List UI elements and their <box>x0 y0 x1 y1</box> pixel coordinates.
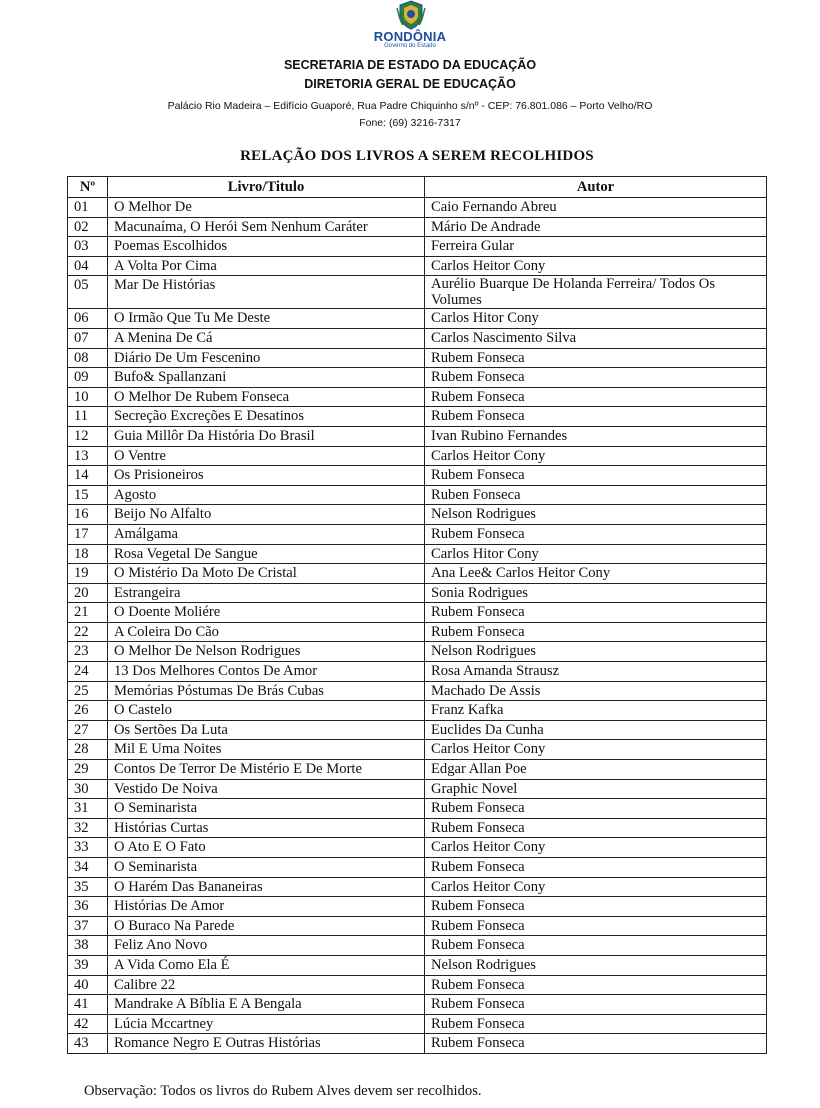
cell-number: 27 <box>68 720 108 740</box>
cell-number: 33 <box>68 838 108 858</box>
cell-title: Lúcia Mccartney <box>108 1014 425 1034</box>
table-row <box>68 877 767 897</box>
table-row <box>68 544 767 564</box>
cell-author: Carlos Heitor Cony <box>425 838 767 858</box>
cell-number: 37 <box>68 916 108 936</box>
cell-number: 34 <box>68 858 108 878</box>
cell-title: Mil E Uma Noites <box>108 740 425 760</box>
cell-title: O Melhor De Rubem Fonseca <box>108 387 425 407</box>
cell-title: Beijo No Alfalto <box>108 505 425 525</box>
cell-title: Memórias Póstumas De Brás Cubas <box>108 681 425 701</box>
cell-title: 13 Dos Melhores Contos De Amor <box>108 662 425 682</box>
cell-title: Vestido De Noiva <box>108 779 425 799</box>
cell-author: Rubem Fonseca <box>425 622 767 642</box>
cell-title: Contos De Terror De Mistério E De Morte <box>108 760 425 780</box>
cell-number: 31 <box>68 799 108 819</box>
cell-author: Mário De Andrade <box>425 217 767 237</box>
cell-title: O Seminarista <box>108 799 425 819</box>
state-coat-of-arms-icon <box>395 0 427 30</box>
cell-author: Rubem Fonseca <box>425 524 767 544</box>
cell-number: 07 <box>68 328 108 348</box>
cell-author: Rubem Fonseca <box>425 916 767 936</box>
cell-number: 24 <box>68 662 108 682</box>
table-row <box>68 622 767 642</box>
column-header-number: Nº <box>68 177 108 198</box>
cell-number: 25 <box>68 681 108 701</box>
cell-number: 05 <box>68 276 108 309</box>
cell-author: Aurélio Buarque De Holanda Ferreira/ Todos Os Volumes <box>425 276 767 309</box>
books-table <box>67 176 767 1054</box>
cell-author: Ivan Rubino Fernandes <box>425 426 767 446</box>
cell-title: O Harém Das Bananeiras <box>108 877 425 897</box>
table-row <box>68 524 767 544</box>
cell-author: Nelson Rodrigues <box>425 955 767 975</box>
table-row <box>68 466 767 486</box>
phone-line: Fone: (69) 3216-7317 <box>359 117 461 129</box>
cell-author: Edgar Allan Poe <box>425 760 767 780</box>
cell-author: Rubem Fonseca <box>425 897 767 917</box>
table-row <box>68 720 767 740</box>
table-row <box>68 217 767 237</box>
cell-number: 08 <box>68 348 108 368</box>
cell-author: Carlos Hitor Cony <box>425 309 767 329</box>
table-header-row <box>68 177 767 198</box>
cell-number: 04 <box>68 256 108 276</box>
cell-number: 42 <box>68 1014 108 1034</box>
cell-number: 43 <box>68 1034 108 1054</box>
table-row <box>68 975 767 995</box>
table-row <box>68 1034 767 1054</box>
table-row <box>68 426 767 446</box>
cell-author: Rubem Fonseca <box>425 1014 767 1034</box>
cell-number: 26 <box>68 701 108 721</box>
table-row <box>68 237 767 257</box>
cell-number: 12 <box>68 426 108 446</box>
cell-number: 30 <box>68 779 108 799</box>
cell-title: O Melhor De Nelson Rodrigues <box>108 642 425 662</box>
cell-number: 20 <box>68 583 108 603</box>
table-row <box>68 818 767 838</box>
cell-title: Poemas Escolhidos <box>108 237 425 257</box>
table-row <box>68 779 767 799</box>
table-row <box>68 760 767 780</box>
table-row <box>68 936 767 956</box>
cell-title: Diário De Um Fescenino <box>108 348 425 368</box>
cell-title: Rosa Vegetal De Sangue <box>108 544 425 564</box>
state-brand-name: RONDÔNIA <box>373 29 447 44</box>
cell-author: Graphic Novel <box>425 779 767 799</box>
cell-number: 17 <box>68 524 108 544</box>
document-title: RELAÇÃO DOS LIVROS A SEREM RECOLHIDOS <box>240 148 594 164</box>
cell-title: Histórias Curtas <box>108 818 425 838</box>
cell-number: 10 <box>68 387 108 407</box>
table-row <box>68 916 767 936</box>
cell-author: Rubem Fonseca <box>425 818 767 838</box>
cell-number: 09 <box>68 368 108 388</box>
secretaria-heading: SECRETARIA DE ESTADO DA EDUCAÇÃO <box>283 58 537 72</box>
cell-number: 19 <box>68 564 108 584</box>
cell-title: Mandrake A Bíblia E A Bengala <box>108 995 425 1015</box>
cell-title: Agosto <box>108 485 425 505</box>
cell-author: Rubem Fonseca <box>425 1034 767 1054</box>
cell-author: Carlos Heitor Cony <box>425 740 767 760</box>
table-row <box>68 701 767 721</box>
cell-author: Carlos Hitor Cony <box>425 544 767 564</box>
cell-number: 23 <box>68 642 108 662</box>
cell-title: Feliz Ano Novo <box>108 936 425 956</box>
cell-author: Rosa Amanda Strausz <box>425 662 767 682</box>
cell-author: Rubem Fonseca <box>425 348 767 368</box>
cell-number: 11 <box>68 407 108 427</box>
cell-title: O Mistério Da Moto De Cristal <box>108 564 425 584</box>
cell-title: Histórias De Amor <box>108 897 425 917</box>
table-row <box>68 446 767 466</box>
cell-number: 02 <box>68 217 108 237</box>
cell-author: Rubem Fonseca <box>425 407 767 427</box>
cell-author: Rubem Fonseca <box>425 975 767 995</box>
cell-author: Ferreira Gular <box>425 237 767 257</box>
cell-title: A Vida Como Ela É <box>108 955 425 975</box>
table-row <box>68 681 767 701</box>
cell-author: Rubem Fonseca <box>425 387 767 407</box>
cell-title: O Castelo <box>108 701 425 721</box>
cell-title: A Menina De Cá <box>108 328 425 348</box>
cell-title: O Irmão Que Tu Me Deste <box>108 309 425 329</box>
cell-author: Rubem Fonseca <box>425 858 767 878</box>
table-row <box>68 642 767 662</box>
cell-author: Carlos Heitor Cony <box>425 446 767 466</box>
cell-author: Rubem Fonseca <box>425 368 767 388</box>
table-row <box>68 740 767 760</box>
cell-title: A Volta Por Cima <box>108 256 425 276</box>
cell-author: Rubem Fonseca <box>425 995 767 1015</box>
table-row <box>68 583 767 603</box>
observation-note: Observação: Todos os livros do Rubem Alves devem ser recolhidos. <box>84 1083 482 1099</box>
cell-title: O Ato E O Fato <box>108 838 425 858</box>
table-row <box>68 799 767 819</box>
cell-author: Carlos Nascimento Silva <box>425 328 767 348</box>
cell-title: Os Sertões Da Luta <box>108 720 425 740</box>
cell-title: Mar De Histórias <box>108 276 425 309</box>
cell-title: Estrangeira <box>108 583 425 603</box>
cell-number: 35 <box>68 877 108 897</box>
diretoria-heading: DIRETORIA GERAL DE EDUCAÇÃO <box>304 77 516 91</box>
cell-title: Romance Negro E Outras Histórias <box>108 1034 425 1054</box>
cell-number: 38 <box>68 936 108 956</box>
cell-number: 32 <box>68 818 108 838</box>
table-row <box>68 407 767 427</box>
table-row <box>68 505 767 525</box>
table-row <box>68 1014 767 1034</box>
cell-title: O Melhor De <box>108 198 425 218</box>
table-row <box>68 603 767 623</box>
cell-author: Caio Fernando Abreu <box>425 198 767 218</box>
cell-author: Rubem Fonseca <box>425 466 767 486</box>
cell-number: 18 <box>68 544 108 564</box>
cell-number: 28 <box>68 740 108 760</box>
table-row <box>68 858 767 878</box>
cell-number: 06 <box>68 309 108 329</box>
cell-title: Secreção Excreções E Desatinos <box>108 407 425 427</box>
cell-title: Amálgama <box>108 524 425 544</box>
cell-number: 40 <box>68 975 108 995</box>
table-row <box>68 897 767 917</box>
cell-number: 13 <box>68 446 108 466</box>
cell-number: 15 <box>68 485 108 505</box>
table-row <box>68 955 767 975</box>
cell-number: 41 <box>68 995 108 1015</box>
cell-author: Nelson Rodrigues <box>425 505 767 525</box>
cell-number: 36 <box>68 897 108 917</box>
cell-author: Rubem Fonseca <box>425 603 767 623</box>
cell-title: Os Prisioneiros <box>108 466 425 486</box>
cell-author: Ana Lee& Carlos Heitor Cony <box>425 564 767 584</box>
cell-author: Ruben Fonseca <box>425 485 767 505</box>
cell-title: A Coleira Do Cão <box>108 622 425 642</box>
cell-author: Euclides Da Cunha <box>425 720 767 740</box>
table-row <box>68 995 767 1015</box>
cell-number: 22 <box>68 622 108 642</box>
state-brand-subtitle: Governo do Estado <box>384 43 436 49</box>
cell-author: Franz Kafka <box>425 701 767 721</box>
table-row <box>68 838 767 858</box>
cell-title: Bufo& Spallanzani <box>108 368 425 388</box>
cell-number: 03 <box>68 237 108 257</box>
table-row <box>68 328 767 348</box>
cell-author: Rubem Fonseca <box>425 799 767 819</box>
table-row <box>68 485 767 505</box>
table-row <box>68 198 767 218</box>
address-line: Palácio Rio Madeira – Edifício Guaporé, Rua Padre Chiquinho s/nº - CEP: 76.801.086 – Porto Velho/RO <box>167 100 653 112</box>
table-row <box>68 662 767 682</box>
column-header-author: Autor <box>425 177 767 198</box>
cell-author: Rubem Fonseca <box>425 936 767 956</box>
cell-number: 21 <box>68 603 108 623</box>
cell-author: Machado De Assis <box>425 681 767 701</box>
cell-author: Nelson Rodrigues <box>425 642 767 662</box>
cell-author: Carlos Heitor Cony <box>425 877 767 897</box>
cell-title: Guia Millôr Da História Do Brasil <box>108 426 425 446</box>
table-row <box>68 387 767 407</box>
cell-title: O Seminarista <box>108 858 425 878</box>
table-row <box>68 256 767 276</box>
cell-title: O Doente Moliére <box>108 603 425 623</box>
cell-number: 29 <box>68 760 108 780</box>
cell-number: 14 <box>68 466 108 486</box>
cell-author: Sonia Rodrigues <box>425 583 767 603</box>
cell-title: O Ventre <box>108 446 425 466</box>
table-row <box>68 564 767 584</box>
column-header-title: Livro/Titulo <box>108 177 425 198</box>
table-row <box>68 368 767 388</box>
table-row <box>68 348 767 368</box>
cell-title: O Buraco Na Parede <box>108 916 425 936</box>
cell-author: Carlos Heitor Cony <box>425 256 767 276</box>
table-row <box>68 276 767 309</box>
table-row <box>68 309 767 329</box>
table-body <box>68 198 767 1054</box>
cell-title: Calibre 22 <box>108 975 425 995</box>
cell-title: Macunaíma, O Herói Sem Nenhum Caráter <box>108 217 425 237</box>
cell-number: 39 <box>68 955 108 975</box>
cell-number: 01 <box>68 198 108 218</box>
cell-number: 16 <box>68 505 108 525</box>
